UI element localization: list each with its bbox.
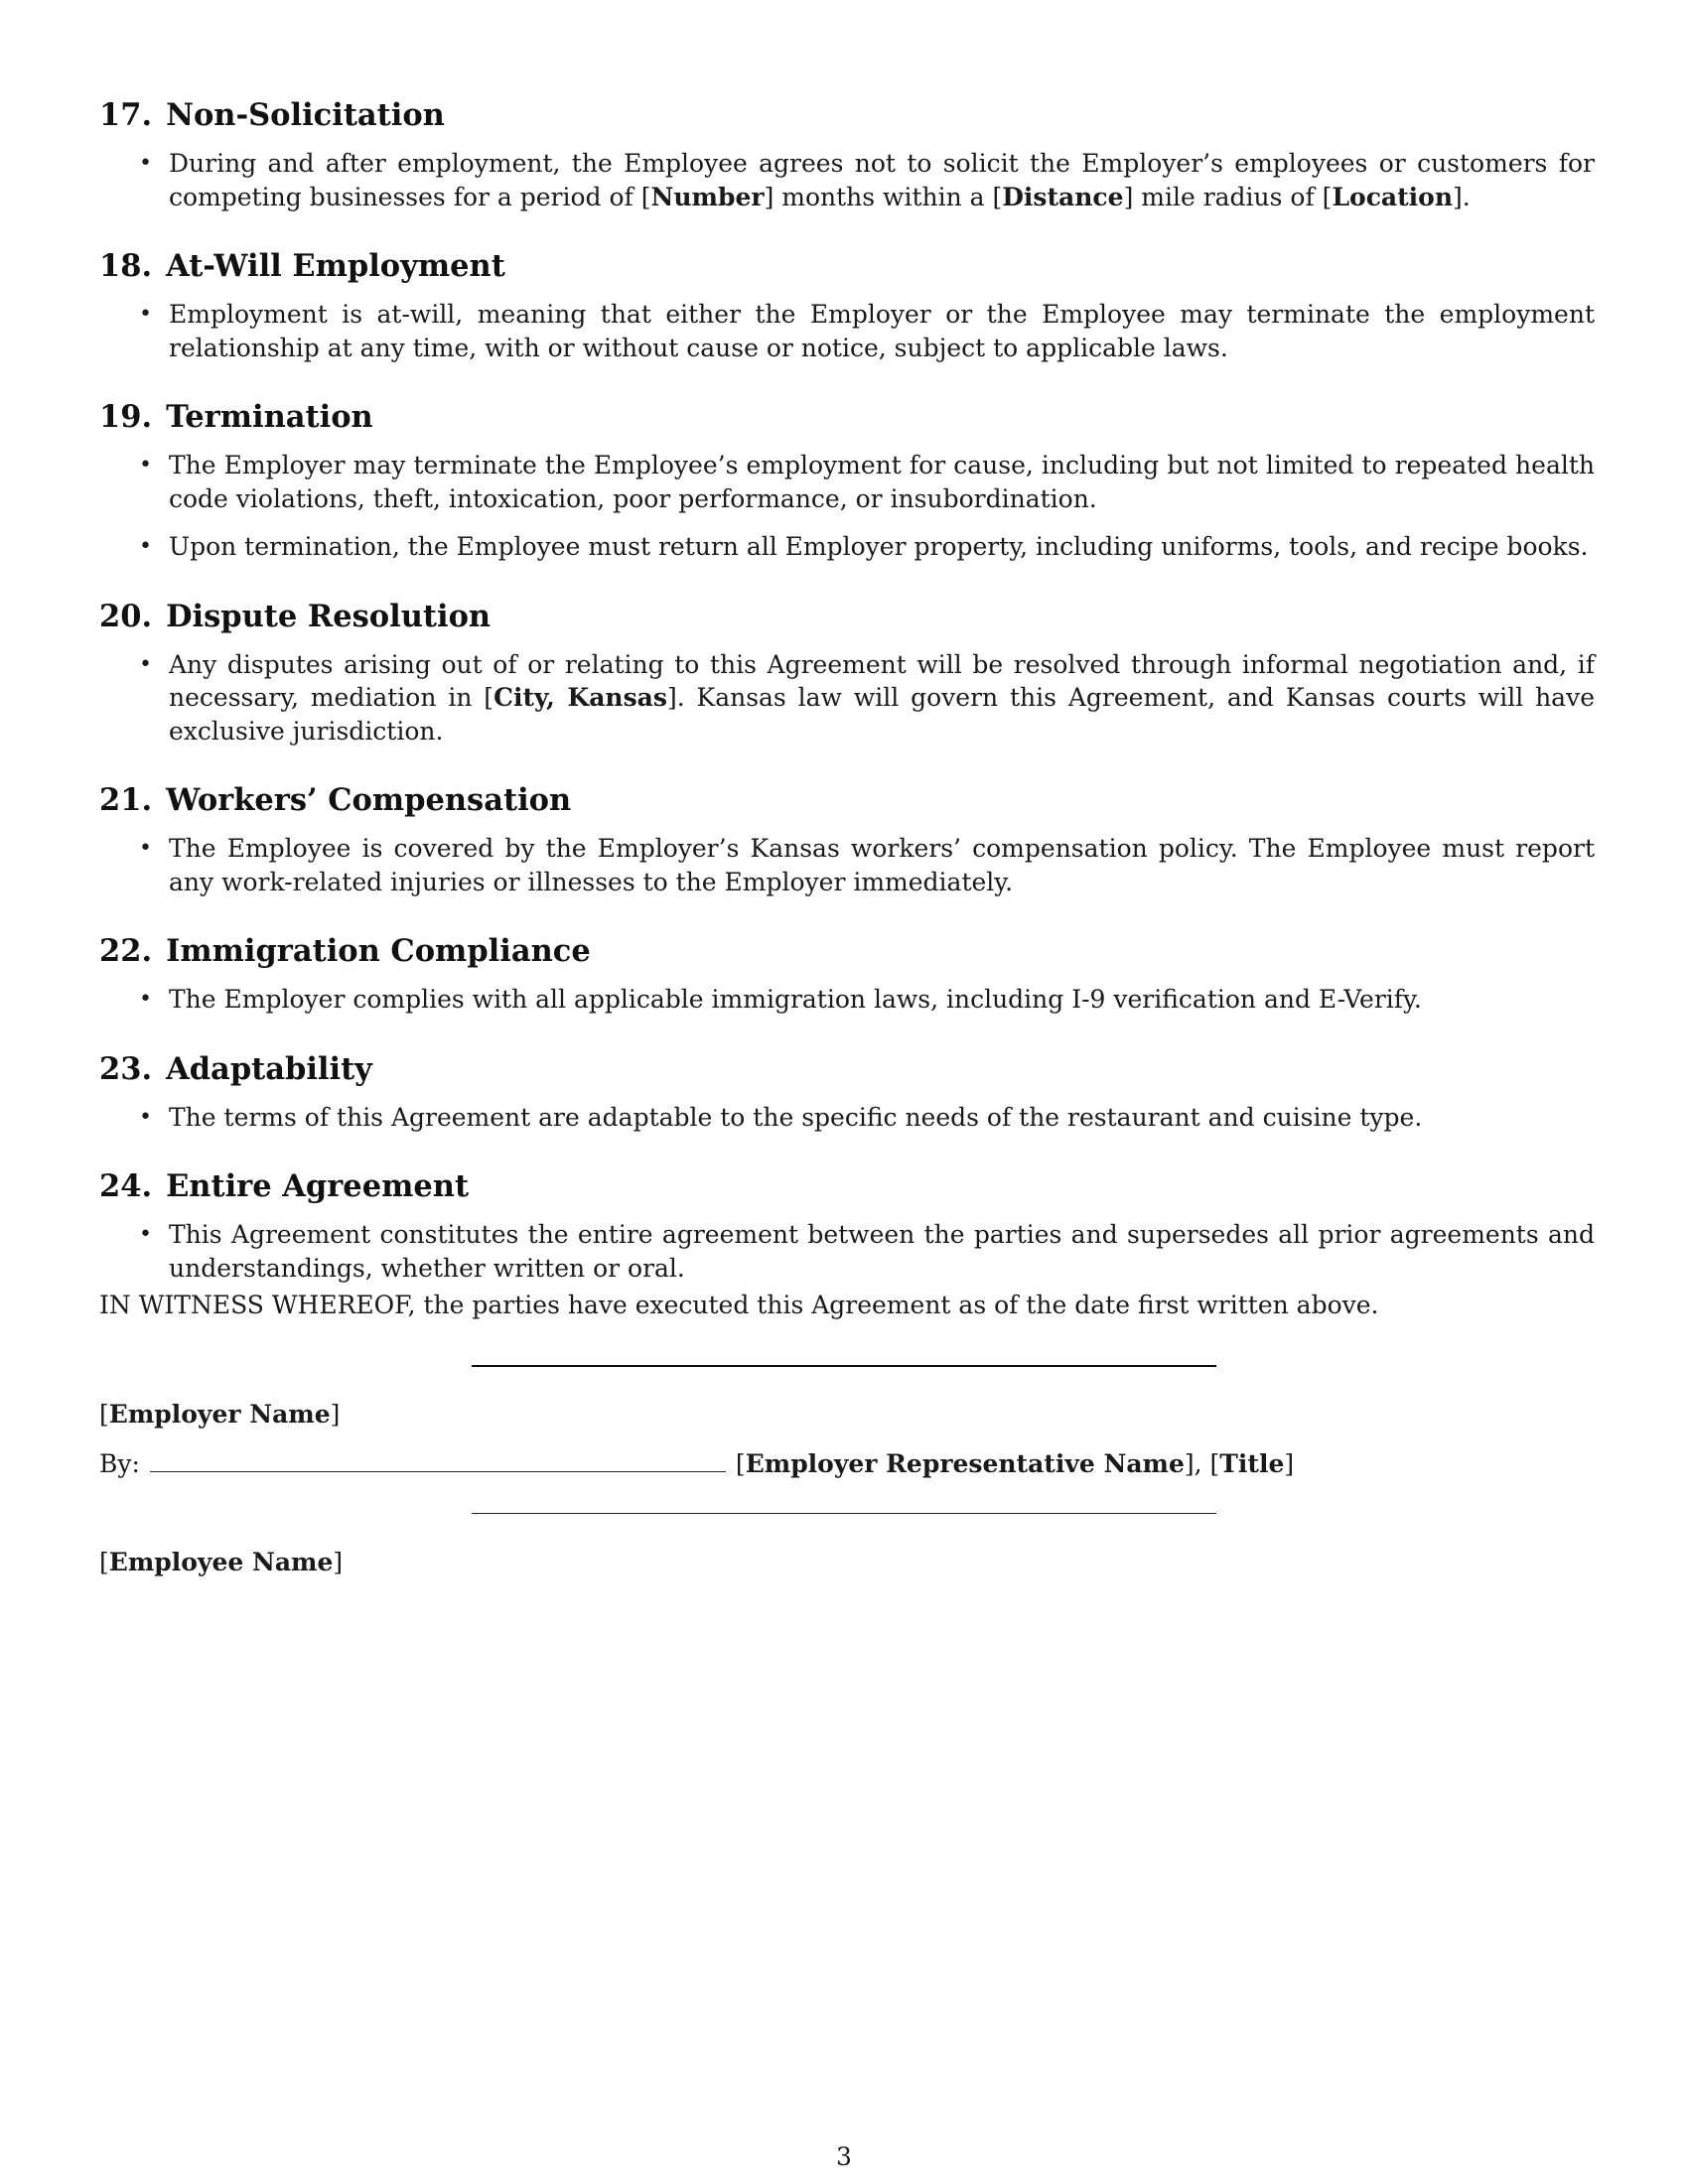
bullet-list — [99, 449, 1595, 564]
section-immigration-compliance — [99, 929, 1595, 1017]
bullet-list — [99, 298, 1595, 364]
bullet-list — [99, 1218, 1595, 1285]
by-row: By: [Employer Representative Name], [Title] — [99, 1449, 1295, 1478]
employer-name: [Employer Name] — [99, 1400, 341, 1429]
bullet-list — [99, 832, 1595, 898]
list-item: • Employment is at-will, meaning that either the Employer or the Employee may terminate the employment relationship at any time, with or without cause or notice, subject to applicable laws. — [99, 298, 1595, 364]
list-item: • During and after employment, the Employee agrees not to solicit the Employer’s employees or customers for competing businesses for a period of [Number] months within a [Distance] mile radius of [Location]. — [99, 147, 1595, 213]
list-item: • Upon termination, the Employee must return all Employer property, including uniforms, tools, and recipe books. — [99, 530, 1595, 564]
list-item: • The Employee is covered by the Employer’s Kansas workers’ compensation policy. The Employee must report any work-related injuries or illnesses to the Employer immediately. — [99, 832, 1595, 898]
page-number: 3 — [836, 2142, 852, 2171]
section-heading: 23. Adaptability — [99, 1050, 372, 1087]
employee-signature-line[interactable] — [472, 1513, 1216, 1514]
section-dispute-resolution — [99, 595, 1595, 749]
employer-signature-line[interactable] — [472, 1365, 1216, 1367]
section-workers-compensation — [99, 778, 1595, 898]
list-item: • The terms of this Agreement are adaptable to the specific needs of the restaurant and cuisine type. — [99, 1101, 1595, 1135]
bullet-list — [99, 648, 1595, 749]
list-item: • The Employer may terminate the Employee’s employment for cause, including but not limited to repeated health code violations, theft, intoxication, poor performance, or insubordination. — [99, 449, 1595, 515]
section-at-will-employment — [99, 244, 1595, 364]
bullet-list — [99, 147, 1595, 213]
section-termination — [99, 395, 1595, 564]
section-non-solicitation — [99, 93, 1595, 213]
by-signature-blank[interactable] — [150, 1449, 726, 1472]
employee-name: [Employee Name] — [99, 1548, 344, 1576]
section-heading: 22. Immigration Compliance — [99, 933, 591, 969]
bullet-list — [99, 1101, 1595, 1135]
section-entire-agreement — [99, 1164, 1595, 1285]
section-heading: 18. At-Will Employment — [99, 248, 505, 284]
section-heading: 17. Non-Solicitation — [99, 97, 445, 133]
section-adaptability — [99, 1047, 1595, 1135]
bullet-list — [99, 983, 1595, 1017]
section-heading: 21. Workers’ Compensation — [99, 782, 572, 818]
section-heading: 19. Termination — [99, 399, 373, 435]
list-item: • The Employer complies with all applicable immigration laws, including I-9 verification and E-Verify. — [99, 983, 1595, 1017]
list-item: • Any disputes arising out of or relating to this Agreement will be resolved through informal negotiation and, if necessary, mediation in [City, Kansas]. Kansas law will govern this Agreement, and Kansas courts will have exclusive jurisdiction. — [99, 648, 1595, 749]
document-page — [99, 93, 1595, 1576]
list-item: • This Agreement constitutes the entire agreement between the parties and supersedes all prior agreements and understandings, whether written or oral. — [99, 1218, 1595, 1285]
witness-clause: IN WITNESS WHEREOF, the parties have executed this Agreement as of the date first written above. — [99, 1291, 1379, 1319]
section-heading: 20. Dispute Resolution — [99, 598, 492, 634]
section-heading: 24. Entire Agreement — [99, 1168, 470, 1204]
